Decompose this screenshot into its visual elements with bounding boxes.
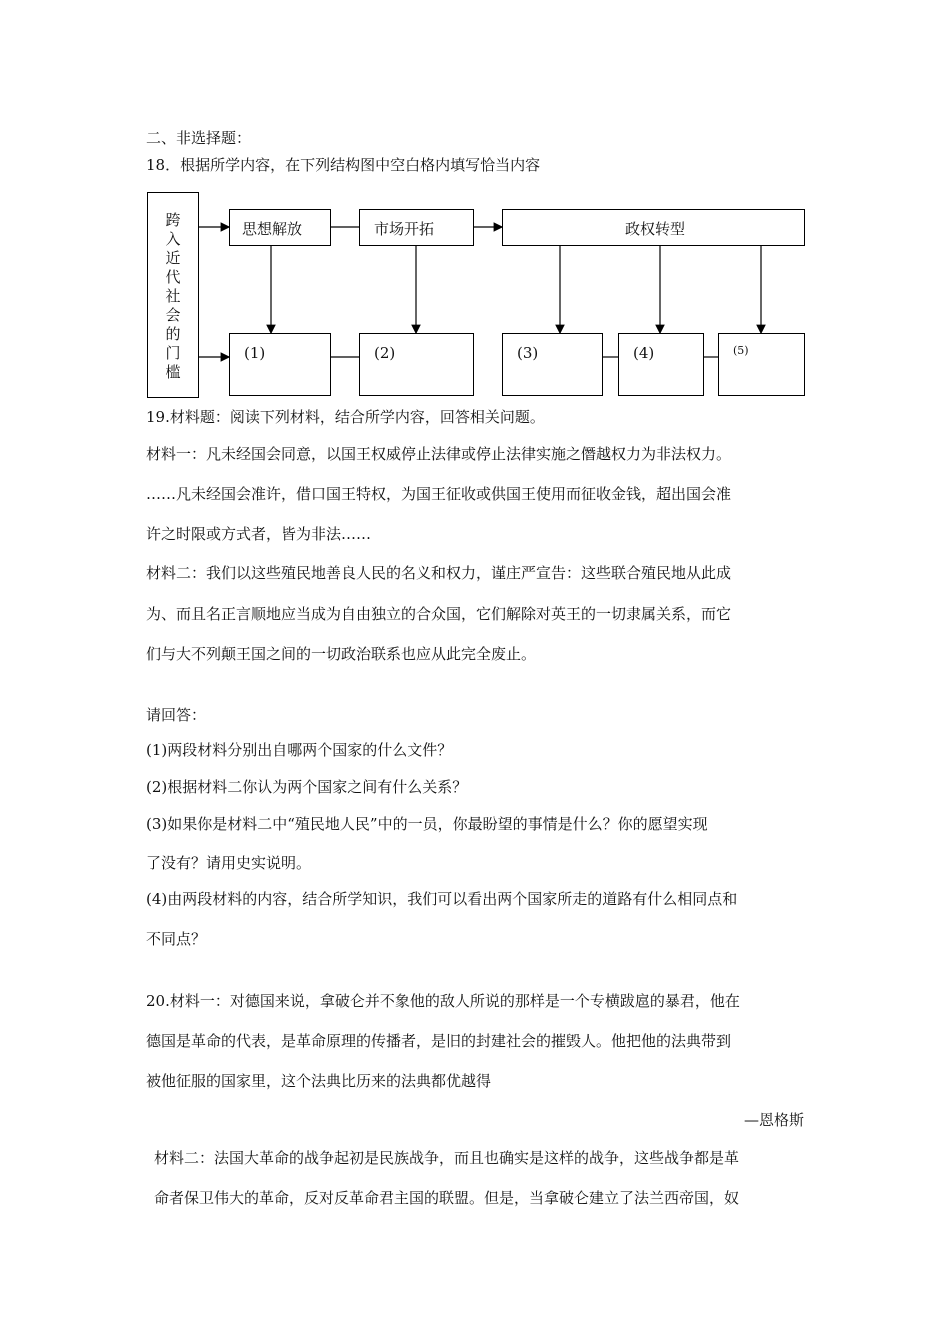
top-box-regime xyxy=(502,209,805,246)
blank-label: (1) xyxy=(244,344,266,362)
root-char: 的 xyxy=(165,325,181,343)
top-box-label: 市场开拓 xyxy=(374,220,435,238)
root-char: 跨 xyxy=(165,211,181,229)
q20-material2-line: 命者保卫伟大的革命，反对反革命君主国的联盟。但是，当拿破仑建立了法兰西帝国，奴 xyxy=(154,1189,740,1207)
q19-material1-line: 材料一：凡未经国会同意，以国王权威停止法律或停止法律实施之僭越权力为非法权力。 xyxy=(146,445,732,463)
q19-material2-line: 们与大不列颠王国之间的一切政治联系也应从此完全废止。 xyxy=(146,645,537,663)
root-box xyxy=(147,192,199,398)
top-box-label: 政权转型 xyxy=(625,220,686,238)
root-char: 社 xyxy=(165,287,181,305)
q20-material2-line: 材料二：法国大革命的战争起初是民族战争，而且也确实是这样的战争，这些战争都是革 xyxy=(154,1149,740,1167)
q19-question: 了没有？请用史实说明。 xyxy=(146,854,312,872)
root-char: 代 xyxy=(165,268,181,286)
q19-question: (2)根据材料二你认为两个国家之间有什么关系？ xyxy=(146,778,468,796)
blank-box-1 xyxy=(229,333,331,396)
q20-material1-line: 20.材料一：对德国来说，拿破仑并不象他的敌人所说的那样是一个专横跋扈的暴君，他在 xyxy=(146,992,740,1010)
blank-box-3 xyxy=(502,333,603,396)
q19-material1-line: ……凡未经国会准许，借口国王特权，为国王征收或供国王使用而征收金钱，超出国会准 xyxy=(146,485,732,503)
q19-material2-line: 为、而且名正言顺地应当成为自由独立的合众国，它们解除对英王的一切隶属关系，而它 xyxy=(146,605,732,623)
root-char: 槛 xyxy=(165,363,181,381)
q18-prompt: 18．根据所学内容，在下列结构图中空白格内填写恰当内容 xyxy=(146,156,541,174)
top-box-label: 思想解放 xyxy=(242,220,303,238)
q19-question: (3)如果你是材料二中“殖民地人民”中的一员，你最盼望的事情是什么？你的愿望实现 xyxy=(146,815,708,833)
q19-material2-line: 材料二：我们以这些殖民地善良人民的名义和权力，谨庄严宣告：这些联合殖民地从此成 xyxy=(146,564,732,582)
q20-material1-line: 被他征服的国家里，这个法典比历来的法典都优越得 xyxy=(146,1072,492,1090)
blank-box-4 xyxy=(618,333,704,396)
root-char: 门 xyxy=(165,344,181,362)
diagram-connectors xyxy=(0,0,950,420)
blank-label: (2) xyxy=(374,344,396,362)
root-char: 近 xyxy=(165,249,181,267)
blank-label: (5) xyxy=(733,344,749,357)
q20-attribution: —恩格斯 xyxy=(743,1111,804,1129)
root-char: 入 xyxy=(165,230,181,248)
blank-label: (4) xyxy=(633,344,655,362)
q19-ask: 请回答： xyxy=(146,706,207,724)
q20-material1-line: 德国是革命的代表，是革命原理的传播者，是旧的封建社会的摧毁人。他把他的法典带到 xyxy=(146,1032,732,1050)
top-box-thought xyxy=(229,209,331,246)
q19-question: (1)两段材料分别出自哪两个国家的什么文件？ xyxy=(146,741,453,759)
q19-question: (4)由两段材料的内容，结合所学知识，我们可以看出两个国家所走的道路有什么相同点和 xyxy=(146,890,738,908)
q19-title: 19.材料题：阅读下列材料，结合所学内容，回答相关问题。 xyxy=(146,408,545,426)
blank-box-2 xyxy=(359,333,474,396)
root-char: 会 xyxy=(165,306,181,324)
blank-box-5 xyxy=(718,333,805,396)
q19-material1-line: 许之时限或方式者，皆为非法…… xyxy=(146,525,372,543)
section-title: 二、非选择题： xyxy=(146,129,252,147)
q19-question: 不同点？ xyxy=(146,930,207,948)
top-box-market xyxy=(359,209,474,246)
blank-label: (3) xyxy=(517,344,539,362)
